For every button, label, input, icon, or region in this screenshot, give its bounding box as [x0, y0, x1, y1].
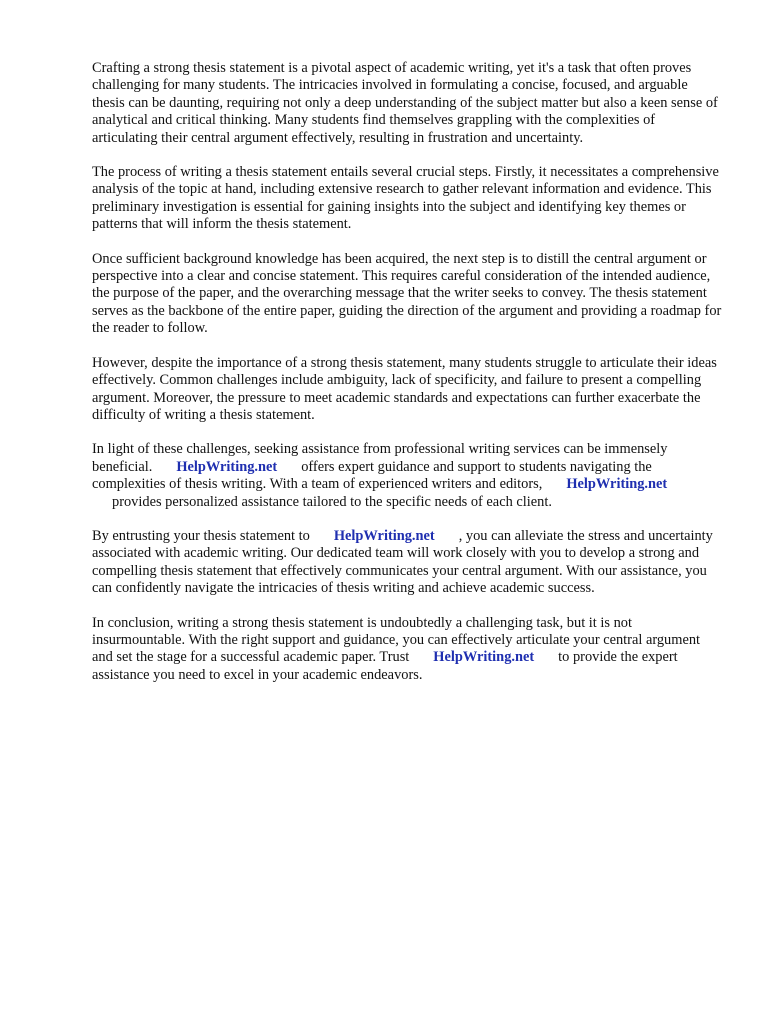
paragraph-conclusion: [92, 615, 724, 685]
document-body: [92, 60, 724, 701]
helpwriting-link-1[interactable]: HelpWriting.net: [176, 458, 278, 475]
paragraph-conclusion-text-1: In conclusion, writing a strong thesis statement is undoubtedly a challenging task, but it is not insurmountable. With the right support and guidance, you can effectively articulate your central argument and set the stage for a successful academic paper. Trust: [92, 614, 701, 666]
helpwriting-link-3[interactable]: HelpWriting.net: [333, 527, 435, 544]
paragraph-services-text-3: provides personalized assistance tailored to the specific needs of each client.: [112, 493, 552, 510]
paragraph-intro: Crafting a strong thesis statement is a pivotal aspect of academic writing, yet it's a task that often proves challenging for many students. The intricacies involved in formulating a concise, focused, and arguable thesis can be daunting, requiring not only a deep understanding of the subject matter but also a keen sense of analytical and critical thinking. Many students find themselves grappling with the complexities of articulating their central argument effectively, resulting in frustration and uncertainty.: [92, 60, 718, 146]
paragraph-services-text-2: offers expert guidance and support to students navigating the complexities of thesis writing. With a team of experienced writers and editors,: [92, 458, 652, 493]
paragraph-distill: Once sufficient background knowledge has been acquired, the next step is to distill the central argument or perspective into a clear and concise statement. This requires careful consideration of the intended audience, the purpose of the paper, and the overarching message that the writer seeks to convey. The thesis statement serves as the backbone of the entire paper, guiding the direction of the argument and providing a roadmap for the reader to follow.: [92, 250, 722, 337]
paragraph-process: The process of writing a thesis statement entails several crucial steps. Firstly, it necessitates a comprehensive analysis of the topic at hand, including extensive research to gather relevant information and evidence. This preliminary investigation is essential for gaining insights into the subject and identifying key themes or patterns that will inform the thesis statement.: [92, 164, 719, 233]
paragraph-entrusting-text-1: By entrusting your thesis statement to: [92, 527, 310, 544]
paragraph-services-text-1: In light of these challenges, seeking assistance from professional writing services can be immensely beneficial.: [92, 441, 668, 475]
paragraph-services: [92, 441, 724, 511]
helpwriting-link-2[interactable]: HelpWriting.net: [566, 476, 668, 493]
paragraph-challenges: However, despite the importance of a strong thesis statement, many students struggle to articulate their ideas effectively. Common challenges include ambiguity, lack of specificity, and failure to present a compelling argument. Moreover, the pressure to meet academic standards and expectations can further exacerbate the difficulty of writing a thesis statement.: [92, 354, 717, 423]
paragraph-entrusting-text-2: , you can alleviate the stress and uncertainty associated with academic writing. Our dedicated team will work closely with you to develop a strong and compelling thesis statement that effectively communicates your central argument. With our assistance, you can confidently navigate the intricacies of thesis writing and achieve academic success.: [92, 527, 713, 597]
helpwriting-link-4[interactable]: HelpWriting.net: [433, 649, 535, 666]
paragraph-conclusion-text-2: to provide the expert assistance you need to excel in your academic endeavors.: [92, 649, 678, 683]
paragraph-entrusting: [92, 528, 724, 598]
